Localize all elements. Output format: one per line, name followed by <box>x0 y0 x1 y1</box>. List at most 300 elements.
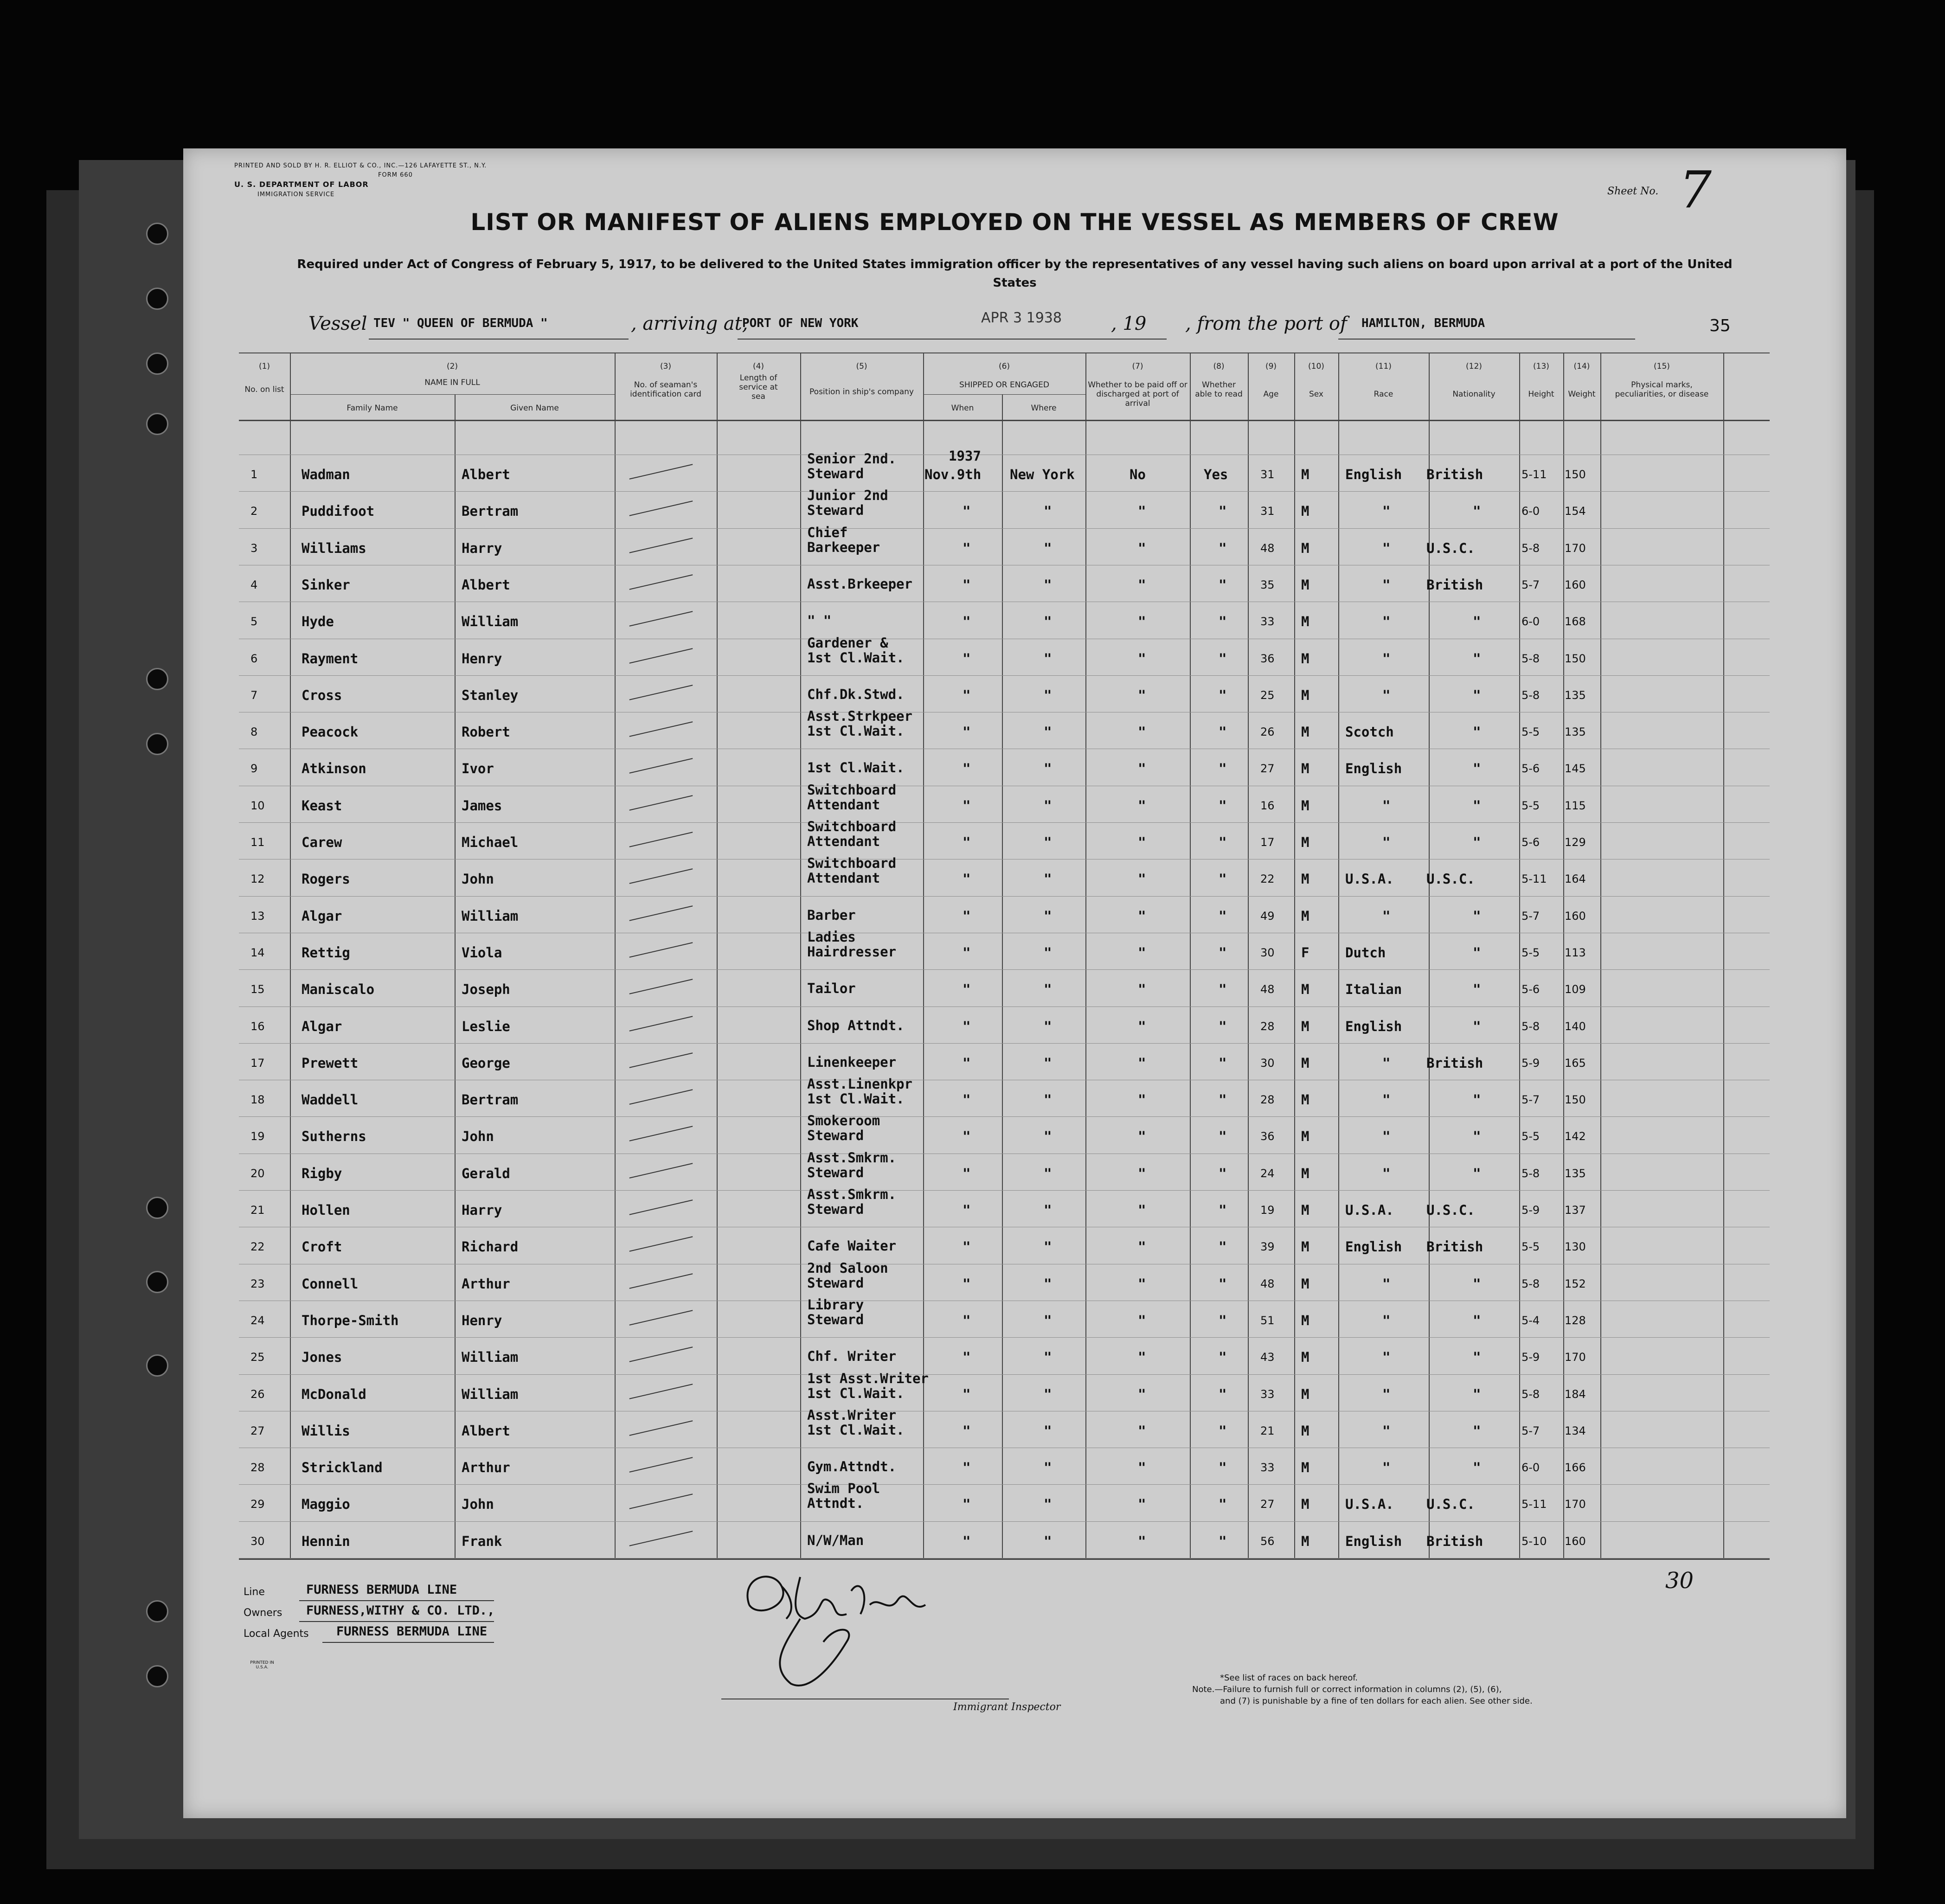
family-name: Peacock <box>302 724 359 740</box>
age: 56 <box>1260 1535 1275 1548</box>
able-to-read: " <box>1219 1019 1227 1034</box>
card-dash-mark <box>629 979 693 994</box>
able-to-read: " <box>1219 1128 1227 1144</box>
able-to-read: " <box>1219 1055 1227 1071</box>
col-age: Age <box>1263 390 1279 399</box>
age: 33 <box>1260 1388 1275 1401</box>
shipped-where: " <box>1044 1313 1052 1328</box>
weight: 129 <box>1565 836 1586 849</box>
col15-number: (15) <box>1654 362 1670 371</box>
height: 5-5 <box>1521 1240 1540 1253</box>
height: 5-8 <box>1521 1277 1540 1290</box>
height: 5-10 <box>1521 1535 1547 1548</box>
sex: M <box>1301 1386 1310 1402</box>
card-dash-mark <box>629 942 693 957</box>
nationality: British <box>1426 1533 1483 1549</box>
form-title: LIST OR MANIFEST OF ALIENS EMPLOYED ON THE VESSEL AS MEMBERS OF CREW <box>470 209 1559 236</box>
able-to-read: " <box>1219 1386 1227 1402</box>
age: 48 <box>1260 1277 1275 1290</box>
col14-number: (14) <box>1573 362 1590 371</box>
race: " <box>1382 1092 1391 1108</box>
nationality: " <box>1473 945 1481 961</box>
shipped-when: " <box>963 1128 971 1144</box>
height: 5-8 <box>1521 1020 1540 1033</box>
col7-number: (7) <box>1132 362 1143 371</box>
row-number: 16 <box>250 1020 265 1033</box>
nationality: British <box>1426 1055 1483 1071</box>
weight: 164 <box>1565 872 1586 885</box>
nationality: " <box>1473 614 1481 629</box>
position-line-1: Gardener & <box>807 635 888 651</box>
given-name: Frank <box>462 1533 502 1549</box>
able-to-read: " <box>1219 1533 1227 1549</box>
height: 5-7 <box>1521 578 1540 591</box>
given-name: William <box>462 1349 519 1365</box>
sex: M <box>1301 1128 1310 1144</box>
age: 30 <box>1260 1057 1275 1070</box>
age: 33 <box>1260 1461 1275 1474</box>
age: 21 <box>1260 1424 1275 1437</box>
paid-off: " <box>1138 871 1146 887</box>
vessel-label: Vessel <box>308 313 367 334</box>
given-name: Albert <box>462 467 510 482</box>
weight: 166 <box>1565 1461 1586 1474</box>
family-name: Keast <box>302 798 342 814</box>
sex: M <box>1301 1276 1310 1292</box>
shipped-when: " <box>963 981 971 997</box>
height: 5-9 <box>1521 1204 1540 1217</box>
card-dash-mark <box>629 648 693 663</box>
sex: M <box>1301 1019 1310 1034</box>
sex: M <box>1301 467 1310 482</box>
card-dash-mark <box>629 758 693 773</box>
col-family-name: Family Name <box>347 404 398 413</box>
shipped-where: " <box>1044 724 1052 740</box>
position-line-2: Steward <box>807 1201 864 1217</box>
card-dash-mark <box>629 1052 693 1068</box>
able-to-read: Yes <box>1204 467 1228 482</box>
card-dash-mark <box>629 1420 693 1436</box>
shipped-when: " <box>963 1276 971 1292</box>
col4-number: (4) <box>752 362 764 371</box>
position-line-2: Steward <box>807 466 864 481</box>
row-number: 28 <box>250 1461 265 1474</box>
family-name: Croft <box>302 1239 342 1255</box>
position-line-1: Library <box>807 1297 864 1313</box>
weight: 165 <box>1565 1057 1586 1070</box>
family-name: Hollen <box>302 1202 350 1218</box>
card-dash-mark <box>629 685 693 700</box>
shipped-where: " <box>1044 1533 1052 1549</box>
given-name: Albert <box>462 577 510 593</box>
able-to-read: " <box>1219 724 1227 740</box>
shipped-where: " <box>1044 908 1052 924</box>
shipped-when: " <box>963 1349 971 1365</box>
position-line-1: 1st Asst.Writer <box>807 1371 929 1386</box>
shipped-when: " <box>963 1166 971 1181</box>
line-label: Line <box>244 1586 265 1598</box>
punch-hole <box>146 733 168 755</box>
card-dash-mark <box>629 1531 693 1546</box>
family-name: Sutherns <box>302 1128 366 1144</box>
race: " <box>1382 503 1391 519</box>
position-line-1: Swim Pool <box>807 1481 880 1496</box>
age: 17 <box>1260 836 1275 849</box>
weight: 109 <box>1565 983 1586 996</box>
punch-hole <box>146 223 168 245</box>
sheet-label: Sheet No. <box>1607 186 1659 197</box>
shipped-where: " <box>1044 651 1052 667</box>
race: " <box>1382 798 1391 814</box>
row-number: 11 <box>250 836 265 849</box>
position-line-2: Barkeeper <box>807 539 880 555</box>
col11-number: (11) <box>1375 362 1392 371</box>
col12-number: (12) <box>1466 362 1482 371</box>
age: 36 <box>1260 1130 1275 1143</box>
race: U.S.A. <box>1345 1496 1394 1512</box>
row-number: 9 <box>250 762 258 775</box>
row-number: 8 <box>250 725 258 738</box>
family-name: Hennin <box>302 1533 350 1549</box>
nationality: " <box>1473 761 1481 776</box>
weight: 160 <box>1565 910 1586 923</box>
paid-off: " <box>1138 687 1146 703</box>
shipped-when: " <box>963 651 971 667</box>
col-sex: Sex <box>1309 390 1323 399</box>
weight: 170 <box>1565 542 1586 555</box>
able-to-read: " <box>1219 577 1227 593</box>
position-line-2: " " <box>807 613 832 628</box>
nationality: " <box>1473 1166 1481 1181</box>
given-name: John <box>462 1496 494 1512</box>
shipped-where: " <box>1044 1019 1052 1034</box>
card-dash-mark <box>629 611 693 626</box>
given-name: Harry <box>462 1202 502 1218</box>
race: Italian <box>1345 981 1402 997</box>
col-list-number: No. on list <box>244 385 284 394</box>
able-to-read: " <box>1219 1349 1227 1365</box>
height: 5-11 <box>1521 1498 1547 1511</box>
height: 5-4 <box>1521 1314 1540 1327</box>
row-number: 25 <box>250 1351 265 1364</box>
row-number: 30 <box>250 1535 265 1548</box>
weight: 145 <box>1565 762 1586 775</box>
position-line-1: Asst.Smkrm. <box>807 1150 897 1166</box>
height: 5-5 <box>1521 799 1540 812</box>
paid-off: " <box>1138 1423 1146 1439</box>
given-name: William <box>462 1386 519 1402</box>
sex: M <box>1301 871 1310 887</box>
card-dash-mark <box>629 1236 693 1251</box>
able-to-read: " <box>1219 871 1227 887</box>
family-name: Waddell <box>302 1092 359 1108</box>
row-number: 7 <box>250 689 258 702</box>
shipped-when: " <box>963 687 971 703</box>
age: 27 <box>1260 1498 1275 1511</box>
sex: M <box>1301 1092 1310 1108</box>
given-name: Ivor <box>462 761 494 776</box>
nationality: " <box>1473 981 1481 997</box>
race: U.S.A. <box>1345 1202 1394 1218</box>
height: 5-5 <box>1521 1130 1540 1143</box>
given-name: Bertram <box>462 1092 519 1108</box>
paid-off: " <box>1138 981 1146 997</box>
family-name: Wadman <box>302 467 350 482</box>
family-name: McDonald <box>302 1386 366 1402</box>
row-number: 4 <box>250 578 258 591</box>
family-name: Hyde <box>302 614 334 629</box>
race: " <box>1382 1128 1391 1144</box>
given-name: Joseph <box>462 981 510 997</box>
nationality: U.S.C. <box>1426 871 1475 887</box>
weight: 152 <box>1565 1277 1586 1290</box>
card-dash-mark <box>629 1163 693 1178</box>
shipped-where: " <box>1044 1496 1052 1512</box>
col13-number: (13) <box>1533 362 1549 371</box>
nationality: " <box>1473 1460 1481 1475</box>
position-line-2: Barber <box>807 907 856 923</box>
position-line-2: Steward <box>807 1275 864 1291</box>
paid-off: " <box>1138 1313 1146 1328</box>
height: 5-6 <box>1521 983 1540 996</box>
shipped-when: " <box>963 1386 971 1402</box>
age: 30 <box>1260 946 1275 959</box>
given-name: Arthur <box>462 1460 510 1475</box>
able-to-read: " <box>1219 651 1227 667</box>
nationality: " <box>1473 1276 1481 1292</box>
sex: M <box>1301 761 1310 776</box>
card-dash-mark <box>629 464 693 479</box>
family-name: Maniscalo <box>302 981 375 997</box>
shipped-where: " <box>1044 1166 1052 1181</box>
nationality: " <box>1473 1423 1481 1439</box>
given-name: Arthur <box>462 1276 510 1292</box>
card-dash-mark <box>629 1457 693 1472</box>
sex: M <box>1301 724 1310 740</box>
able-to-read: " <box>1219 540 1227 556</box>
given-name: John <box>462 871 494 887</box>
nationality: " <box>1473 1386 1481 1402</box>
shipped-when: " <box>963 614 971 629</box>
position-line-2: N/W/Man <box>807 1532 864 1548</box>
col-physical-marks: Physical marks, peculiarities, or disease <box>1615 380 1709 399</box>
punch-hole <box>146 1600 168 1622</box>
able-to-read: " <box>1219 1313 1227 1328</box>
given-name: Henry <box>462 651 502 667</box>
shipped-when: " <box>963 577 971 593</box>
position-line-2: Linenkeeper <box>807 1054 897 1070</box>
sex: M <box>1301 1460 1310 1475</box>
able-to-read: " <box>1219 945 1227 961</box>
inspector-signature <box>731 1549 1018 1698</box>
age: 51 <box>1260 1314 1275 1327</box>
row-number: 1 <box>250 468 258 481</box>
shipped-when: " <box>963 724 971 740</box>
weight: 115 <box>1565 799 1586 812</box>
position-line-1: Senior 2nd. <box>807 451 897 467</box>
col8-number: (8) <box>1213 362 1225 371</box>
race: " <box>1382 651 1391 667</box>
able-to-read: " <box>1219 1092 1227 1108</box>
position-line-2: Steward <box>807 1312 864 1327</box>
weight: 160 <box>1565 578 1586 591</box>
punch-hole <box>146 1665 168 1687</box>
shipped-where: " <box>1044 761 1052 776</box>
row-number: 24 <box>250 1314 265 1327</box>
shipped-when: " <box>963 908 971 924</box>
sex: M <box>1301 834 1310 850</box>
row-number: 22 <box>250 1240 265 1253</box>
ruled-line <box>239 675 1770 676</box>
family-name: Maggio <box>302 1496 350 1512</box>
shipped-where: " <box>1044 871 1052 887</box>
paid-off: " <box>1138 1019 1146 1034</box>
weight: 135 <box>1565 725 1586 738</box>
inspector-label: Immigrant Inspector <box>953 1701 1061 1713</box>
col-paid-off: Whether to be paid off or discharged at port of arrival <box>1088 380 1188 408</box>
races-note: *See list of races on back hereof. <box>1220 1673 1358 1683</box>
agents-value: FURNESS BERMUDA LINE <box>336 1624 488 1639</box>
position-line-2: Steward <box>807 502 864 518</box>
row-number: 12 <box>250 872 265 885</box>
paid-off: " <box>1138 1166 1146 1181</box>
position-line-2: Steward <box>807 1128 864 1143</box>
sex: M <box>1301 651 1310 667</box>
card-dash-mark <box>629 1384 693 1399</box>
age: 39 <box>1260 1240 1275 1253</box>
col-weight: Weight <box>1568 390 1596 399</box>
weight: 140 <box>1565 1020 1586 1033</box>
able-to-read: " <box>1219 798 1227 814</box>
height: 5-8 <box>1521 1167 1540 1180</box>
age: 27 <box>1260 762 1275 775</box>
paid-off: " <box>1138 1092 1146 1108</box>
height: 5-8 <box>1521 1388 1540 1401</box>
ruled-line <box>239 1484 1770 1485</box>
race: " <box>1382 1313 1391 1328</box>
shipped-where: " <box>1044 834 1052 850</box>
union-label: PRINTED IN U.S.A. <box>250 1660 274 1670</box>
row-number: 10 <box>250 799 265 812</box>
shipped-when: " <box>963 1239 971 1255</box>
weight: 168 <box>1565 615 1586 628</box>
nationality: U.S.C. <box>1426 540 1475 556</box>
paid-off: " <box>1138 1460 1146 1475</box>
col-when: When <box>951 404 974 413</box>
height: 5-8 <box>1521 689 1540 702</box>
race: " <box>1382 908 1391 924</box>
card-dash-mark <box>629 538 693 553</box>
position-line-1: 2nd Saloon <box>807 1260 888 1276</box>
nationality: " <box>1473 651 1481 667</box>
shipped-when: " <box>963 945 971 961</box>
position-line-2: Tailor <box>807 981 856 996</box>
sex: M <box>1301 1533 1310 1549</box>
paid-off: " <box>1138 798 1146 814</box>
row-number: 27 <box>250 1424 265 1437</box>
height: 5-7 <box>1521 1093 1540 1106</box>
able-to-read: " <box>1219 687 1227 703</box>
owners-label: Owners <box>244 1607 282 1619</box>
col9-number: (9) <box>1265 362 1277 371</box>
line-value: FURNESS BERMUDA LINE <box>306 1583 457 1597</box>
shipped-when: " <box>963 1202 971 1218</box>
shipped-when: " <box>963 1055 971 1071</box>
row-number: 6 <box>250 652 258 665</box>
able-to-read: " <box>1219 1496 1227 1512</box>
shipped-when: Nov.9th <box>924 467 982 482</box>
nationality: " <box>1473 1019 1481 1034</box>
position-line-1: Switchboard <box>807 819 897 834</box>
shipped-where: " <box>1044 577 1052 593</box>
col-given-name: Given Name <box>510 404 559 413</box>
sex: M <box>1301 577 1310 593</box>
sex: M <box>1301 1055 1310 1071</box>
page-number: 35 <box>1709 316 1731 335</box>
sex: M <box>1301 687 1310 703</box>
able-to-read: " <box>1219 908 1227 924</box>
position-line-2: Attendant <box>807 833 880 849</box>
paid-off: " <box>1138 1239 1146 1255</box>
race: Dutch <box>1345 945 1386 961</box>
shipped-where: " <box>1044 1349 1052 1365</box>
race: U.S.A. <box>1345 871 1394 887</box>
shipped-where: New York <box>1010 467 1075 482</box>
sex: M <box>1301 1166 1310 1181</box>
card-dash-mark <box>629 795 693 810</box>
year-label: , 19 <box>1111 313 1147 334</box>
height: 5-7 <box>1521 910 1540 923</box>
row-number: 5 <box>250 615 258 628</box>
nationality: U.S.C. <box>1426 1496 1475 1512</box>
nationality: " <box>1473 1313 1481 1328</box>
owners-value: FURNESS,WITHY & CO. LTD., <box>306 1603 495 1618</box>
nationality: " <box>1473 798 1481 814</box>
race: " <box>1382 687 1391 703</box>
position-line-2: Gym.Attndt. <box>807 1459 897 1474</box>
given-name: Michael <box>462 834 519 850</box>
fine-note: and (7) is punishable by a fine of ten dollars for each alien. See other side. <box>1220 1696 1533 1706</box>
race: " <box>1382 1055 1391 1071</box>
weight: 150 <box>1565 652 1586 665</box>
position-line-1: Ladies <box>807 929 856 945</box>
ruled-line <box>239 1116 1770 1117</box>
weight: 184 <box>1565 1388 1586 1401</box>
weight: 170 <box>1565 1351 1586 1364</box>
age: 28 <box>1260 1020 1275 1033</box>
age: 28 <box>1260 1093 1275 1106</box>
given-name: William <box>462 614 519 629</box>
col6-number: (6) <box>998 362 1010 371</box>
given-name: Bertram <box>462 503 519 519</box>
manifest-sheet <box>183 148 1846 1818</box>
service-name: IMMIGRATION SERVICE <box>257 191 335 198</box>
shipped-where: " <box>1044 1276 1052 1292</box>
total-count: 30 <box>1665 1568 1694 1594</box>
paid-off: " <box>1138 724 1146 740</box>
race: " <box>1382 540 1391 556</box>
nationality: " <box>1473 1092 1481 1108</box>
row-number: 15 <box>250 983 265 996</box>
position-line-1: Asst.Linenkpr <box>807 1076 912 1092</box>
shipped-where: " <box>1044 687 1052 703</box>
col-shipped-engaged: SHIPPED OR ENGAGED <box>959 380 1049 390</box>
card-dash-mark <box>629 721 693 737</box>
race: " <box>1382 1349 1391 1365</box>
nationality: British <box>1426 1239 1483 1255</box>
shipped-when: " <box>963 1423 971 1439</box>
height: 6-0 <box>1521 505 1540 518</box>
